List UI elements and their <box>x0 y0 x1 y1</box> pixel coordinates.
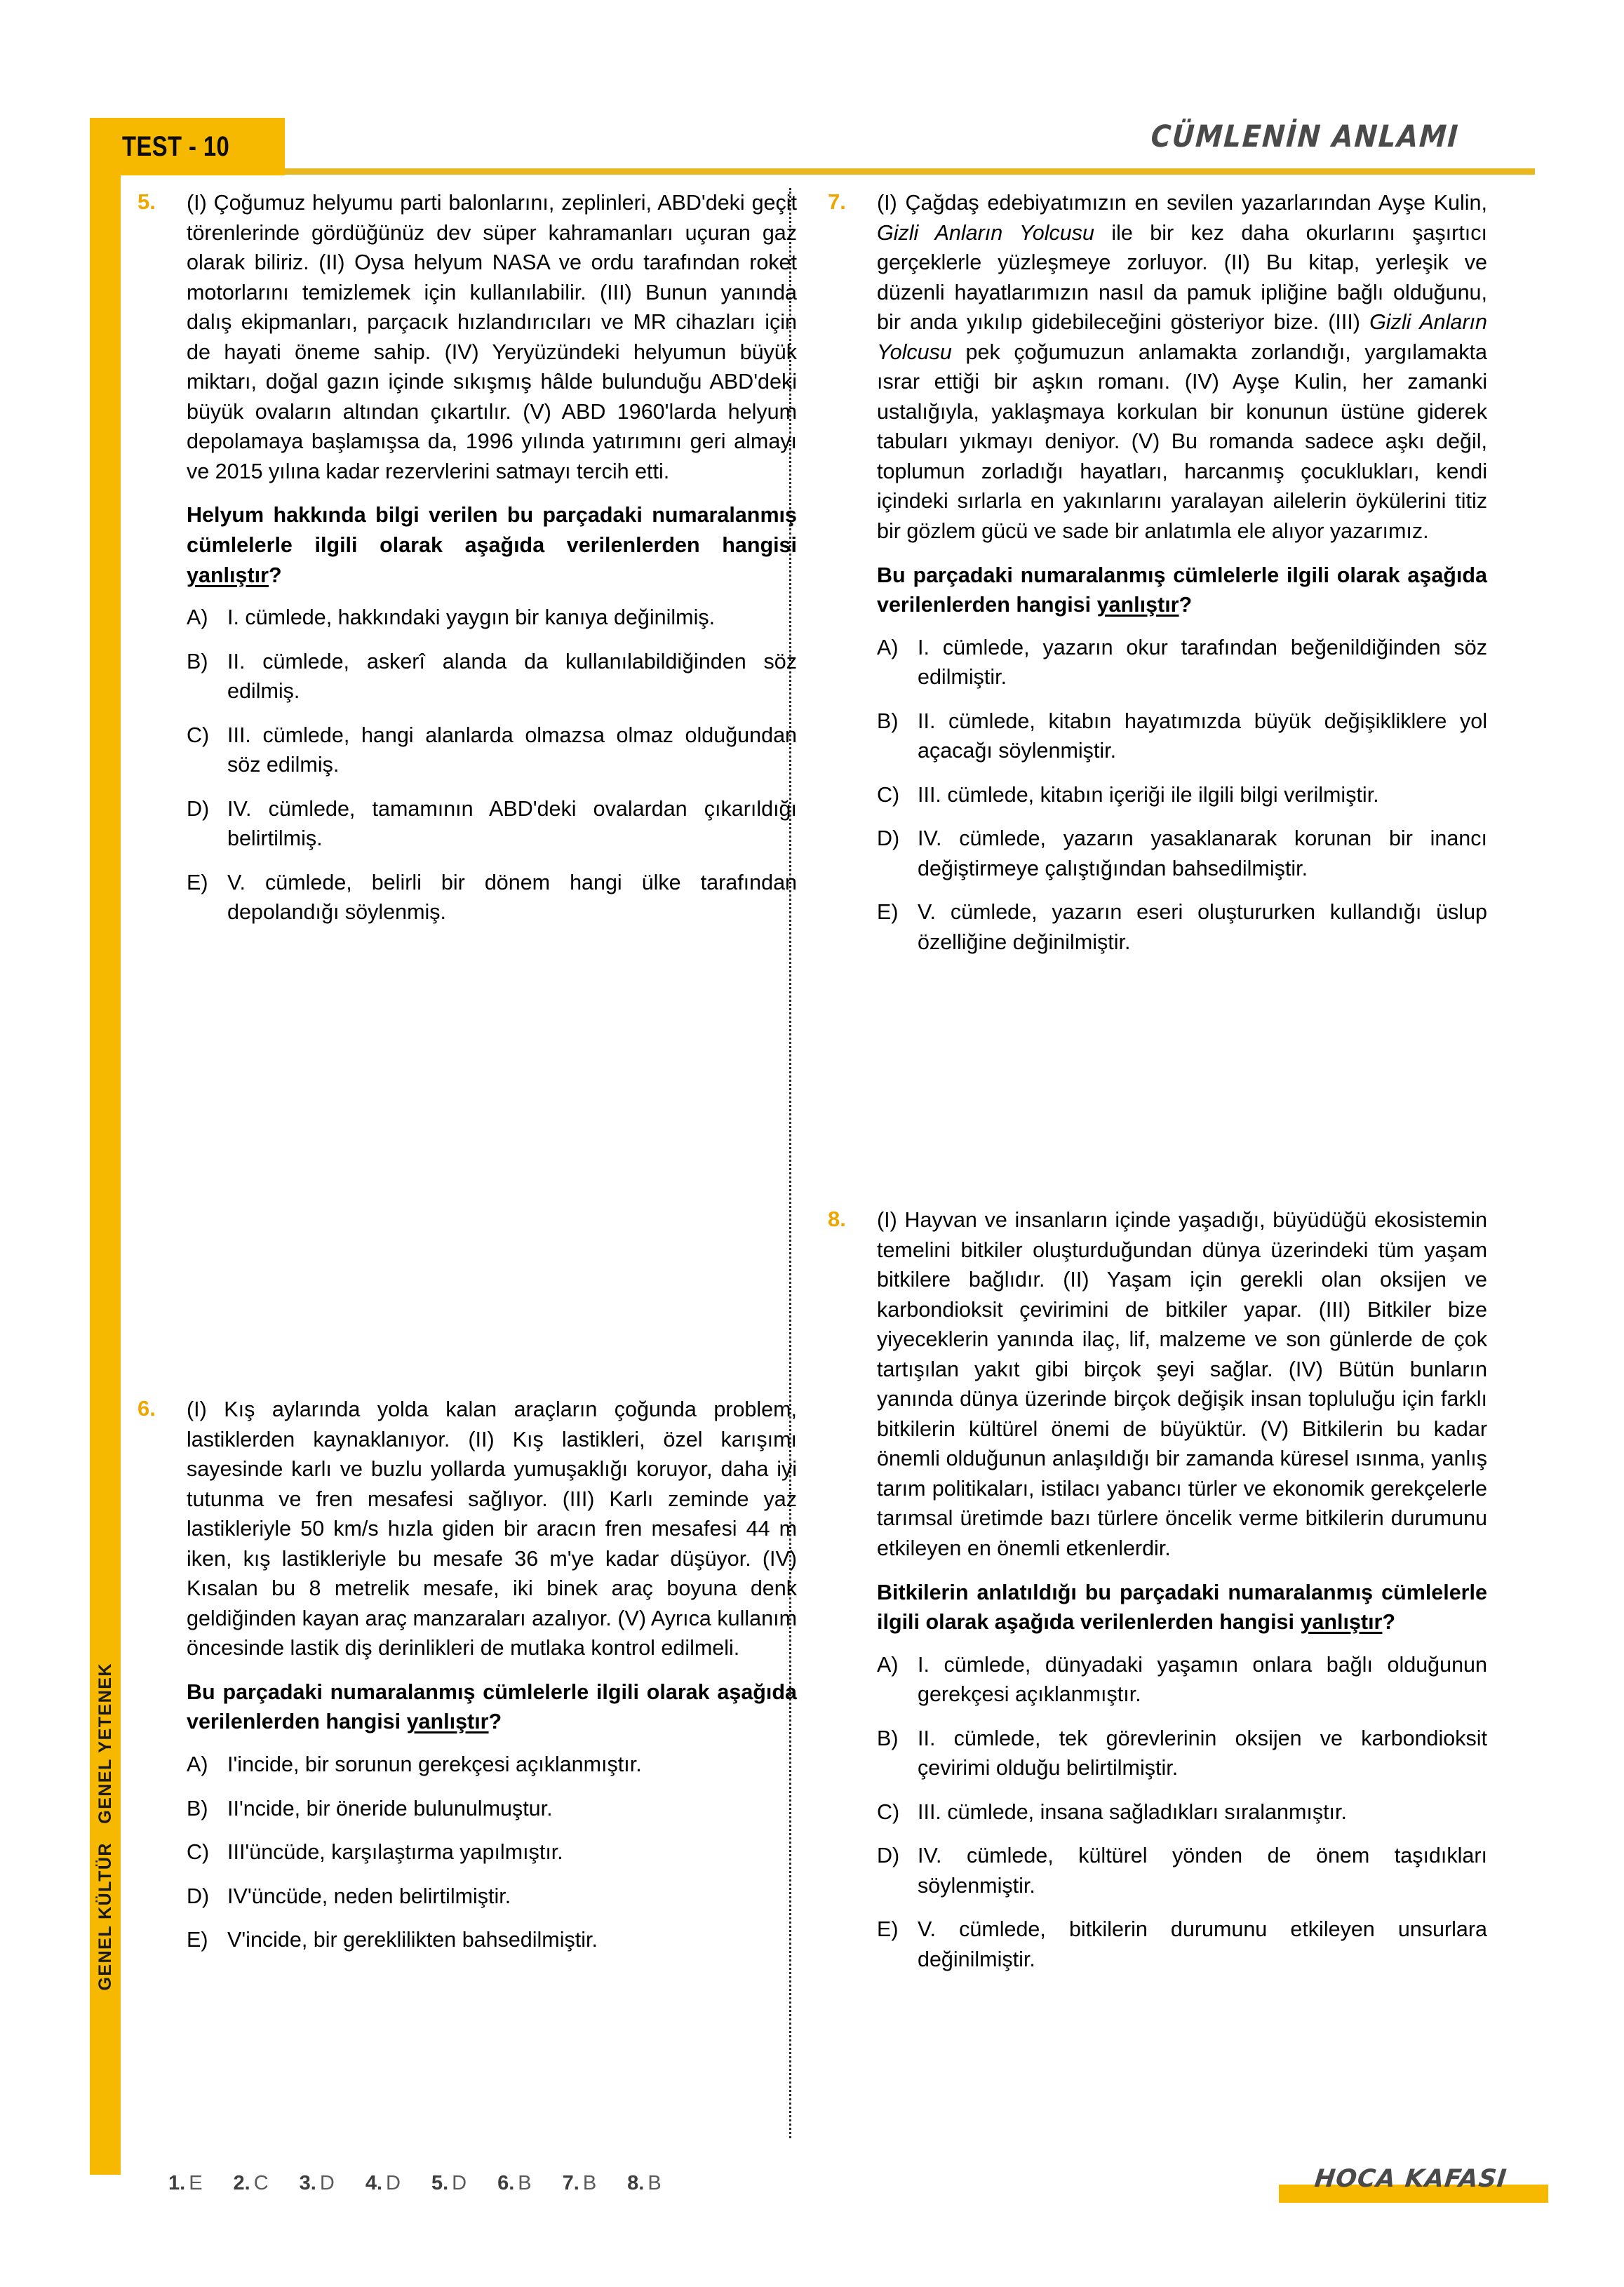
option-text: V. cümlede, belirli bir dönem hangi ülke tarafından depolandığı söylenmiş. <box>227 870 797 925</box>
sidebar-labels <box>83 1663 128 2055</box>
answer-key-number: 8. <box>627 2172 645 2194</box>
test-number-badge <box>90 118 285 175</box>
answer-key-item <box>365 2172 401 2195</box>
brand-logo-text: HOCA KAFASI <box>1313 2165 1509 2193</box>
question-passage: (I) Çoğumuz helyumu parti balonlarını, zeplinleri, ABD'deki geçit törenlerinde gördüğünüz dev süper kahramanları uçuran gaz olarak biliriz. (II) Oysa helyum NASA ve ordu tarafından roket motorlarını temizlemek için kullanılabilir. (III) Bunun yanında dalış ekipmanları, parçacık hızlandırıcıları ve MR cihazları için de hayati öneme sahip. (IV) Yeryüzündeki helyumun büyük miktarı, doğal gazın içinde sıkışmış hâlde bulunduğu ABD'deki büyük ovaların altından çıkartılır. (V) ABD 1960'larda helyum depolamaya başlamışsa da, 1996 yılında yatırımını geri almayı ve 2015 yılına kadar rezervlerini satmayı tercih etti. <box>187 191 797 483</box>
answer-key-letter: C <box>253 2172 269 2194</box>
question-passage: (I) Kış aylarında yolda kalan araçların çoğunda problem, lastiklerden kaynaklanıyor. (II) Kış lastikleri, özel karışımı sayesinde karlı ve buzlu yollarda yumuşaklığı koruyor, daha iyi tutunma ve fren mesafesi sağlıyor. (III) Karlı zeminde yaz lastikleriyle 50 km/s hızla giden bir aracın fren mesafesi 44 m iken, kış lastikleriyle bu mesafe 36 m'ye kadar düşüyor. (IV) Kısalan bu 8 metrelik mesafe, iki binek araç boyuna denk geldiğinden kayan araç manzaraları azalıyor. (V) Ayrıca kullanım öncesinde lastik diş derinlikleri de mutlaka kontrol edilmeli. <box>187 1397 797 1661</box>
option-letter: C) <box>187 723 210 747</box>
option-a[interactable] <box>187 1750 797 1780</box>
option-letter: E) <box>187 1928 208 1952</box>
option-text: II. cümlede, askerî alanda da kullanılabildiğinden söz edilmiş. <box>227 649 797 704</box>
question-8 <box>828 1205 1487 1989</box>
sidebar-label-genel-kultur: GENEL KÜLTÜR <box>95 1842 115 1991</box>
question-7 <box>828 188 1487 972</box>
answer-key-number: 4. <box>365 2172 382 2194</box>
option-letter: B) <box>187 649 208 673</box>
answer-key-number: 7. <box>562 2172 579 2194</box>
option-letter: B) <box>877 1726 899 1750</box>
answer-key-letter: D <box>452 2172 467 2194</box>
option-letter: D) <box>187 1884 210 1908</box>
option-letter: B) <box>877 709 899 733</box>
option-text: III. cümlede, hangi alanlarda olmazsa olmaz olduğundan söz edilmiş. <box>227 723 797 777</box>
option-c[interactable] <box>187 1837 797 1867</box>
option-text: II. cümlede, kitabın hayatımızda büyük değişikliklere yol açacağı söylenmiştir. <box>918 709 1487 763</box>
option-text: I. cümlede, yazarın okur tarafından beğenildiğinden söz edilmiştir. <box>918 635 1487 690</box>
answer-key-item <box>563 2172 597 2195</box>
option-text: I. cümlede, dünyadaki yaşamın onlara bağlı olduğunun gerekçesi açıklanmıştır. <box>918 1652 1487 1707</box>
option-text: IV. cümlede, tamamının ABD'deki ovalardan çıkarıldığı belirtilmiş. <box>227 796 797 851</box>
answer-key-letter: B <box>518 2172 532 2194</box>
option-e[interactable] <box>187 1925 797 1955</box>
option-text: I. cümlede, hakkındaki yaygın bir kanıya değinilmiş. <box>227 605 716 630</box>
options-list <box>877 1650 1487 1975</box>
option-text: V. cümlede, yazarın eseri oluştururken kullandığı üslup özelliğine değinilmiştir. <box>918 900 1487 955</box>
option-text: V. cümlede, bitkilerin durumunu etkileyen unsurlara değinilmiştir. <box>918 1917 1487 1972</box>
option-letter: A) <box>187 605 208 630</box>
option-letter: C) <box>877 1799 900 1824</box>
option-d[interactable] <box>877 1841 1487 1900</box>
question-stem: Bu parçadaki numaralanmış cümlelerle ilgili olarak aşağıda verilenlerden hangisi yanlıştır? <box>187 1679 797 1734</box>
option-b[interactable] <box>187 647 797 706</box>
question-6 <box>137 1395 797 1969</box>
answer-key-item <box>627 2172 662 2195</box>
answer-key-number: 3. <box>299 2172 316 2194</box>
test-number-label: TEST - 10 <box>122 130 230 162</box>
option-text: IV'üncüde, neden belirtilmiştir. <box>227 1884 511 1908</box>
option-letter: A) <box>877 1652 899 1677</box>
question-passage: (I) Çağdaş edebiyatımızın en sevilen yazarlarından Ayşe Kulin, Gizli Anların Yolcusu ile bir kez daha okurlarını şaşırtıcı gerçeklerle yüzleşmeye zorluyor. (II) Bu kitap, yerleşik ve düzenli hayatlarımızın nasıl da pamuk ipliğine bağlı olduğunu, bir anda yıkılıp gidebileceğini gösteriyor bize. (III) Gizli Anların Yolcusu pek çoğumuzun anlamakta zorlandığı, yargılamakta ısrar ettiği bir aşkın romanı. (IV) Ayşe Kulin, her zamanki ustalığıyla, yaklaşmaya korkulan bir konunun üstüne giderek tabuları yıkmayı deniyor. (V) Bu romanda sadece aşkı değil, toplumun zorladığı hayatları, harcanmış çocuklukları, kendi içindeki sırlarla en yakınlarını yaralayan ailelerin öykülerini titiz bir gözlem gücü ve sade bir anlatımla ele alıyor yazarımız. <box>877 191 1487 544</box>
option-text: IV. cümlede, kültürel yönden de önem taşıdıkları söylenmiştir. <box>918 1844 1487 1898</box>
option-text: II'ncide, bir öneride bulunulmuştur. <box>227 1796 553 1820</box>
option-letter: D) <box>877 826 900 851</box>
question-stem: Helyum hakkında bilgi verilen bu parçadaki numaralanmış cümlelerle ilgili olarak aşağıda verilenlerden hangisi yanlıştır? <box>187 503 797 587</box>
option-c[interactable] <box>187 720 797 780</box>
option-letter: B) <box>187 1796 208 1820</box>
question-number: 7. <box>828 189 846 214</box>
option-text: III'üncüde, karşılaştırma yapılmıştır. <box>227 1840 563 1865</box>
answer-key-letter: B <box>582 2172 597 2194</box>
option-text: I'incide, bir sorunun gerekçesi açıklanmıştır. <box>227 1752 642 1777</box>
option-b[interactable] <box>877 1724 1487 1783</box>
option-a[interactable] <box>877 1650 1487 1710</box>
option-a[interactable] <box>877 633 1487 692</box>
header-divider-rule <box>285 168 1535 175</box>
option-letter: A) <box>187 1752 208 1777</box>
answer-key-number: 6. <box>497 2172 515 2194</box>
answer-key-item <box>431 2172 467 2195</box>
option-c[interactable] <box>877 780 1487 810</box>
answer-key-number: 1. <box>168 2172 186 2194</box>
option-letter: D) <box>187 796 210 821</box>
answer-key-number: 5. <box>431 2172 449 2194</box>
page-title: CÜMLENİN ANLAMI <box>1150 119 1461 154</box>
question-stem: Bitkilerin anlatıldığı bu parçadaki numaralanmış cümlelerle ilgili olarak aşağıda verilenlerden hangisi yanlıştır? <box>877 1580 1487 1635</box>
page-header <box>90 118 1535 182</box>
option-letter: C) <box>187 1840 210 1865</box>
answer-key <box>168 2172 662 2195</box>
option-e[interactable] <box>877 897 1487 957</box>
answer-key-number: 2. <box>233 2172 250 2194</box>
option-letter: A) <box>877 635 899 659</box>
question-number: 6. <box>137 1396 156 1421</box>
option-b[interactable] <box>877 706 1487 766</box>
option-c[interactable] <box>877 1797 1487 1827</box>
question-stem: Bu parçadaki numaralanmış cümlelerle ilgili olarak aşağıda verilenlerden hangisi yanlıştır? <box>877 563 1487 617</box>
answer-key-item <box>168 2172 203 2195</box>
option-letter: C) <box>877 782 900 807</box>
option-text: IV. cümlede, yazarın yasaklanarak korunan bir inancı değiştirmeye çalıştığından bahsedilmiştir. <box>918 826 1487 880</box>
question-number: 8. <box>828 1207 846 1231</box>
option-d[interactable] <box>187 1882 797 1912</box>
answer-key-item <box>234 2172 269 2195</box>
option-text: II. cümlede, tek görevlerinin oksijen ve karbondioksit çevirimi olduğu belirtilmiştir. <box>918 1726 1487 1780</box>
option-a[interactable] <box>187 603 797 633</box>
option-letter: E) <box>877 900 899 925</box>
option-letter: E) <box>877 1917 899 1942</box>
option-letter: D) <box>877 1844 900 1868</box>
question-number: 5. <box>137 189 156 214</box>
option-e[interactable] <box>187 868 797 927</box>
answer-key-item <box>300 2172 335 2195</box>
answer-key-letter: D <box>319 2172 335 2194</box>
options-list <box>187 603 797 927</box>
answer-key-letter: D <box>386 2172 401 2194</box>
option-letter: E) <box>187 870 208 894</box>
answer-key-item <box>497 2172 532 2195</box>
question-5 <box>137 188 797 941</box>
brand-logo <box>1273 2165 1548 2203</box>
option-text: V'incide, bir gereklilikten bahsedilmiştir. <box>227 1928 598 1952</box>
sidebar-label-genel-yetenek: GENEL YETENEK <box>95 1663 115 1824</box>
answer-key-letter: B <box>647 2172 662 2194</box>
answer-key-letter: E <box>189 2172 203 2194</box>
option-d[interactable] <box>187 794 797 854</box>
option-e[interactable] <box>877 1914 1487 1974</box>
options-list <box>877 633 1487 958</box>
options-list <box>187 1750 797 1955</box>
option-d[interactable] <box>877 824 1487 883</box>
question-passage: (I) Hayvan ve insanların içinde yaşadığı, büyüdüğü ekosistemin temelini bitkiler oluşturduğundan dünya üzerindeki tüm yaşam bitkilere bağlıdır. (II) Yaşam için gerekli olan oksijen ve karbondioksit çevirimini de bitkiler yapar. (III) Bitkiler bize yiyeceklerin yanında ilaç, lif, malzeme ve son günlerde de çok tartışılan yakıt gibi birçok şeyi sağlar. (IV) Bütün bunların yanında dünya üzerinde birçok değişik insan topluluğu için farklı bitkilerin kültürel önemi de büyüktür. (V) Bitkilerin bu kadar önemli olduğunun anlaşıldığı bir zamanda küresel ısınma, yanlış tarım politikaları, istilacı yabancı türler ve ekonomik gerekçelerle tarımsal üretimde bazı türlere öncelik verme bitkilerin durumunu etkileyen en önemli etkenlerdir. <box>877 1208 1487 1561</box>
option-text: III. cümlede, insana sağladıkları sıralanmıştır. <box>918 1799 1347 1824</box>
option-text: III. cümlede, kitabın içeriği ile ilgili bilgi verilmiştir. <box>918 782 1379 807</box>
option-b[interactable] <box>187 1794 797 1824</box>
